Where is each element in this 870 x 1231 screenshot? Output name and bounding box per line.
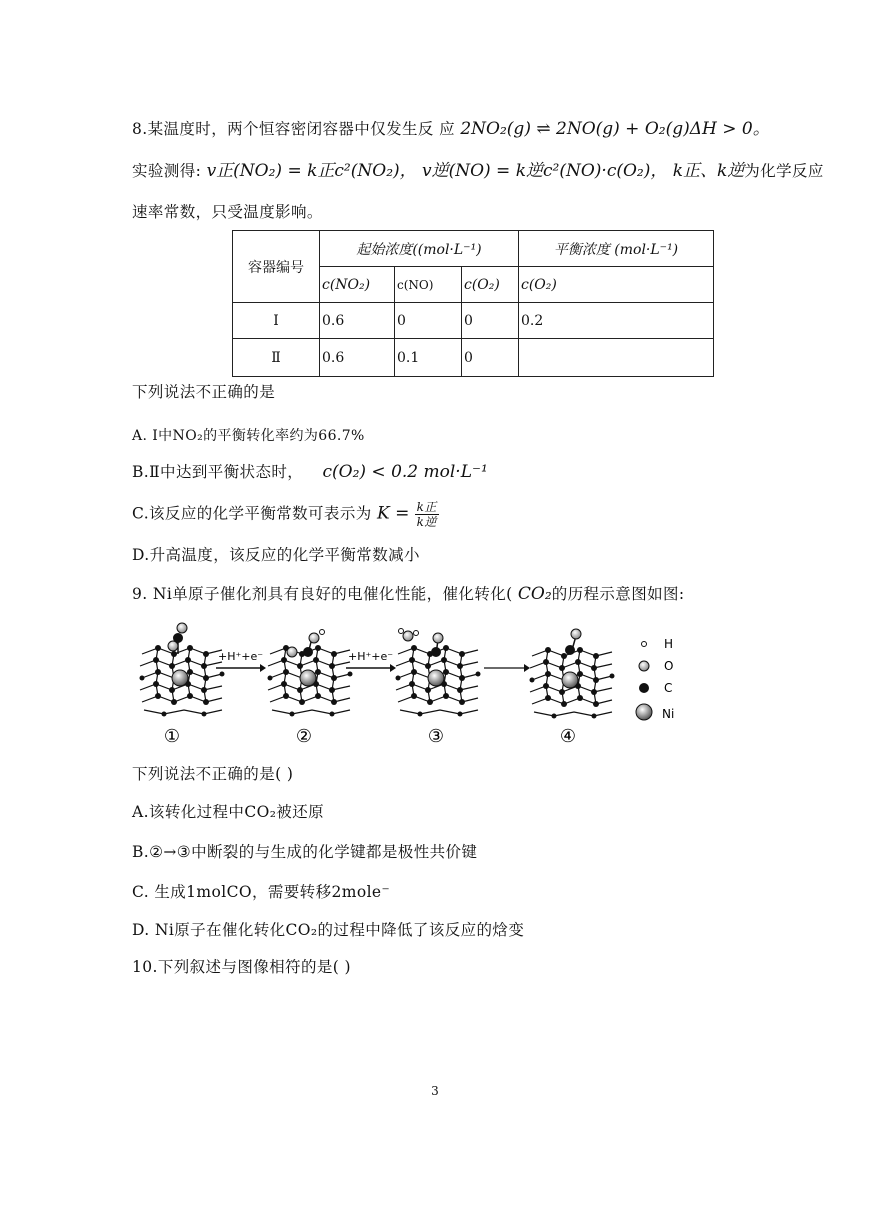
table-cell: 0 (462, 303, 519, 339)
legend-h: H (664, 637, 674, 651)
arrow-2 (346, 650, 396, 672)
step-label-4: ④ (559, 726, 577, 747)
q8-option-c-k: K = (376, 503, 410, 524)
step-label-3: ③ (427, 726, 445, 747)
q8-question: 下列说法不正确的是 (132, 383, 276, 401)
step-label-1: ① (163, 726, 181, 747)
row-id: Ⅰ (233, 303, 320, 339)
legend-ni-swatch (636, 704, 652, 720)
q8-rate-reverse: v逆(NO) = k逆c²(NO)·c(O₂)， (421, 161, 668, 181)
catalysis-diagram (132, 612, 692, 757)
q8-option-c (132, 500, 439, 529)
q9-co2: CO₂ (517, 584, 552, 604)
q8-fraction-num: k正 (416, 500, 437, 514)
q9-option-a: A.该转化过程中CO₂被还原 (132, 803, 325, 821)
structure-4 (530, 629, 615, 719)
subheader-o2: c(O₂) (462, 267, 519, 303)
legend-c-swatch (639, 683, 649, 693)
header-container: 容器编号 (233, 231, 320, 303)
table-cell: 0.1 (395, 339, 462, 377)
structure-3 (396, 629, 481, 717)
structure-1 (140, 623, 225, 717)
q8-option-b-text: B.Ⅱ中达到平衡状态时， (132, 463, 304, 481)
header-equilibrium: 平衡浓度 (mol·L⁻¹) (519, 231, 714, 267)
q8-rate-suffix: 为化学反应 (744, 162, 824, 180)
q8-stem-text: 8.某温度时，两个恒容密闭容器中仅发生反 应 (132, 120, 456, 138)
q8-fraction (415, 500, 439, 529)
structure-2 (268, 630, 353, 717)
q8-option-c-text: C.该反应的化学平衡常数可表示为 (132, 504, 372, 523)
table-cell: 0.6 (320, 339, 395, 377)
table-row (233, 303, 714, 339)
subheader-no2: c(NO₂) (320, 267, 395, 303)
legend-h-swatch (642, 642, 647, 647)
header-initial: 起始浓度((mol·L⁻¹) (320, 231, 519, 267)
arrow-2-label: +H⁺+e⁻ (348, 650, 394, 663)
q8-fraction-den: k逆 (416, 515, 437, 529)
q9-stem-text: 9. Ni单原子催化剂具有良好的电催化性能，催化转化( (132, 585, 513, 603)
concentration-table (232, 230, 714, 377)
subheader-no: c(NO) (395, 267, 462, 303)
q9-option-c: C. 生成1molCO，需要转移2mole⁻ (132, 883, 391, 901)
q8-equation: 2NO₂(g) ⇌ 2NO(g) + O₂(g)ΔH > 0。 (460, 119, 770, 139)
diagram-legend (636, 637, 674, 721)
q8-option-b-math: c(O₂) < 0.2 mol·L⁻¹ (322, 462, 488, 482)
q9-question: 下列说法不正确的是( ) (132, 765, 294, 783)
q8-stem-line3: 速率常数，只受温度影响。 (132, 203, 323, 221)
q8-k-names: k正、k逆 (672, 161, 745, 181)
q9-stem (132, 582, 685, 604)
table-cell: 0.6 (320, 303, 395, 339)
q8-option-a: A. Ⅰ中NO₂的平衡转化率约为66.7% (132, 428, 365, 444)
legend-o-swatch (639, 661, 649, 671)
table-cell: 0 (462, 339, 519, 377)
table-row (233, 339, 714, 377)
table-cell: 0.2 (519, 303, 714, 339)
q8-stem-line1 (132, 114, 770, 139)
arrow-3 (484, 664, 530, 672)
subheader-o2-eq: c(O₂) (519, 267, 714, 303)
arrow-1-label: +H⁺+e⁻ (218, 650, 264, 663)
q9-option-b: B.②→③中断裂的与生成的化学键都是极性共价键 (132, 843, 478, 861)
table-cell (519, 339, 714, 377)
legend-o: O (664, 659, 674, 673)
q8-option-d: D.升高温度，该反应的化学平衡常数减小 (132, 546, 420, 564)
q8-rate-prefix: 实验测得: (132, 162, 202, 180)
q8-stem-line2 (132, 156, 824, 181)
row-id: Ⅱ (233, 339, 320, 377)
q9-stem-text-b: 的历程示意图如图: (551, 585, 685, 603)
legend-ni: Ni (662, 707, 675, 721)
page-number: 3 (431, 1084, 439, 1098)
q8-rate-forward: v正(NO₂) = k正c²(NO₂)， (206, 161, 417, 181)
legend-c: C (664, 681, 673, 695)
table-cell: 0 (395, 303, 462, 339)
step-label-2: ② (295, 726, 313, 747)
arrow-1 (216, 650, 266, 672)
q8-option-b (132, 460, 488, 482)
q10-stem: 10.下列叙述与图像相符的是( ) (132, 958, 351, 976)
q9-option-d: D. Ni原子在催化转化CO₂的过程中降低了该反应的焓变 (132, 921, 525, 939)
